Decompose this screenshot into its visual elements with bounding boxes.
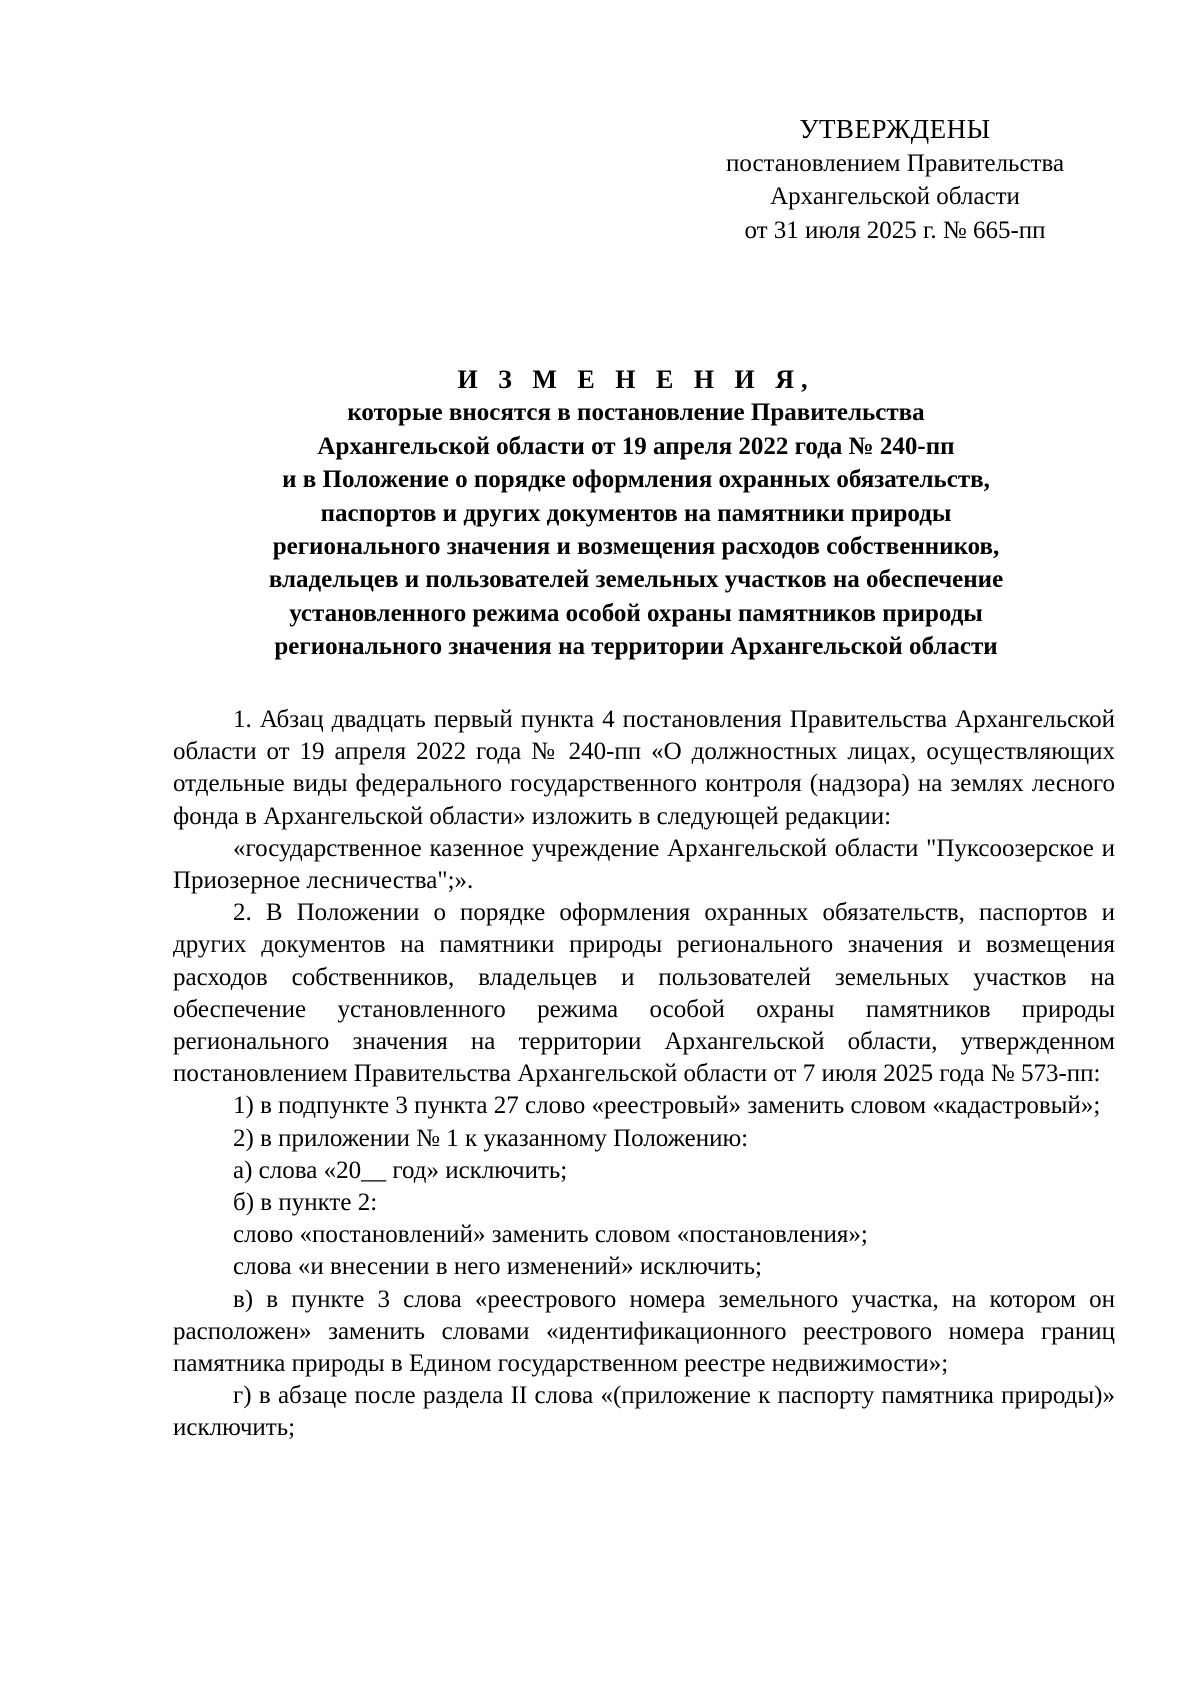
subitem-b-line-1: слово «постановлений» заменить словом «постановления»; [233,1221,868,1249]
heading-line: регионального значения на территории Архангельской области [274,633,998,661]
heading-line: и в Положение о порядке оформления охранных обязательств, [282,466,990,494]
heading-line: владельцев и пользователей земельных участков на обеспечение [268,566,1004,594]
subitem-2: 2) в приложении № 1 к указанному Положению: [233,1124,749,1152]
subitem-g: г) в абзаце после раздела II слова «(приложение к паспорту памятника природы)» исключить; [173,1382,1115,1442]
paragraph-1: 1. Абзац двадцать первый пункта 4 постановления Правительства Архангельской области от 19 апреля 2022 года № 240-пп «О должностных лицах, осуществляющих отдельные виды федерального государственного контроля (надзора) на землях лесного фонда в Архангельской области» изложить в следующей редакции: [173,706,1115,830]
subitem-b-line-2: слова «и внесении в него изменений» исключить; [233,1253,762,1281]
subitem-v: в) в пункте 3 слова «реестрового номера земельного участка, на котором он расположен» заменить словами «идентификационного реестрового номера границ памятника природы в Едином государственном реестре недвижимости»; [173,1285,1115,1378]
approval-line: Архангельской области [770,183,1020,210]
approval-date-number: от 31 июля 2025 г. № 665-пп [744,216,1046,244]
approval-title: УТВЕРЖДЕНЫ [799,114,991,144]
paragraph-quote: «государственное казенное учреждение Архангельской области "Пуксоозерское и Приозерное лесничества";». [173,834,1115,895]
heading-line: паспортов и других документов на памятники природы [320,499,952,527]
document-heading [190,363,1082,664]
approval-line: постановлением Правительства [725,149,1065,177]
heading-line: установленного режима особой охраны памятников природы [289,599,983,627]
subitem-a: а) слова «20__ год» исключить; [233,1156,568,1184]
heading-title: И З М Е Н Е Н И Я, [457,365,815,394]
subitem-b: б) в пункте 2: [233,1189,378,1217]
approval-stamp [700,113,1090,247]
paragraph-2: 2. В Положении о порядке оформления охранных обязательств, паспортов и других документов на памятники природы регионального значения и возмещения расходов собственников, владельцев и пользователей земельных участков на обеспечение установленного режима особой охраны памятников природы регионального значения на территории Архангельской области, утвержденном постановлением Правительства Архангельской области от 7 июля 2025 года № 573-пп: [173,899,1115,1088]
heading-line: регионального значения и возмещения расходов собственников, [272,533,1000,561]
heading-line: которые вносятся в постановление Правительства [347,399,925,427]
subitem-1: 1) в подпункте 3 пункта 27 слово «реестровый» заменить словом «кадастровый»; [233,1092,1101,1120]
document-body [173,704,1115,1445]
heading-line: Архангельской области от 19 апреля 2022 года № 240-пп [317,432,955,460]
